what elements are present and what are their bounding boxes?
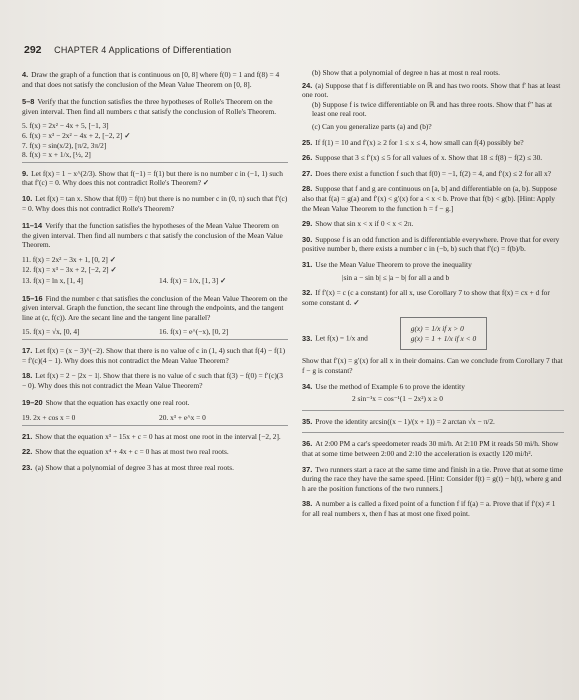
exercise-31-inequality: |sin a − sin b| ≤ |a − b| for all a and b bbox=[342, 272, 450, 282]
exercise-24c: (c) Can you generalize parts (a) and (b)? bbox=[312, 121, 432, 131]
exercise-18: 18. Let f(x) = 2 − |2x − 1|. Show that there is no value of c such that f(3) − f(0) = f′(c)(3 − 0). Why does this not contradict the Mean Value Theorem? bbox=[22, 371, 283, 390]
exercise-23a: 23. (a) Show that a polynomial of degree 3 has at most three real roots. bbox=[22, 462, 234, 472]
exercise-19: 19. 2x + cos x = 0 bbox=[22, 413, 76, 423]
exercise-15-16-row bbox=[22, 327, 288, 337]
exercise-26: 26. Suppose that 3 ≤ f′(x) ≤ 5 for all values of x. Show that 18 ≤ f(8) − f(2) ≤ 30. bbox=[302, 153, 543, 163]
exercise-34-identity: 2 sin⁻¹x = cos⁻¹(1 − 2x²) x ≥ 0 bbox=[352, 394, 443, 404]
exercise-16: 16. f(x) = e^(−x), [0, 2] bbox=[159, 327, 229, 337]
check-mark: ✓ bbox=[124, 130, 131, 140]
exercise-12: 12. f(x) = x³ − 3x + 2, [−2, 2] ✓ bbox=[22, 264, 117, 274]
exercise-38: 38. A number a is called a fixed point of a function f if f(a) = a. Prove that if f′(x) ≠ 1 for all real numbers x, then f has at most one fixed point. bbox=[302, 499, 556, 518]
exercise-21: 21. Show that the equation x³ − 15x + c = 0 has at most one root in the interval [−2, 2]. bbox=[22, 431, 281, 441]
exercise-29: 29. Show that sin x < x if 0 < x < 2π. bbox=[302, 219, 414, 229]
divider bbox=[22, 339, 288, 340]
exercise-4: 4. Draw the graph of a function that is continuous on [0, 8] where f(0) = 1 and f(8) = 4 and that does not satisfy the conclusion of the Mean Value Theorem on [0, 8]. bbox=[22, 70, 280, 89]
section-5-8-instructions: 5–8 Verify that the function satisfies the three hypotheses of Rolle's Theorem on the given interval. Then find all numbers c that satisfy the conclusion of Rolle's Theorem. bbox=[22, 97, 277, 116]
exercise-31: 31. Use the Mean Value Theorem to prove the inequality |sin a − sin b| ≤ |a − b| for all a and b bbox=[302, 260, 564, 282]
exercise-8: 8. f(x) = x + 1/x, [½, 2] bbox=[22, 150, 91, 160]
exercise-7: 7. f(x) = sin(x/2), [π/2, 3π/2] bbox=[22, 140, 107, 150]
exercise-13: 13. f(x) = ln x, [1, 4] bbox=[22, 276, 84, 286]
exercise-25: 25. If f(1) = 10 and f′(x) ≥ 2 for 1 ≤ x ≤ 4, how small can f(4) possibly be? bbox=[302, 137, 524, 147]
divider bbox=[302, 410, 564, 411]
divider bbox=[22, 162, 288, 163]
exercise-28: 28. Suppose that f and g are continuous on [a, b] and differentiable on (a, b). Suppose also that f(a) = g(a) and f′(x) < g′(x) for a < x < b. Prove that f(b) < g(b). [Hint: Apply the Mean Value Theorem to the function h = f − g.] bbox=[302, 184, 557, 213]
exercise-13-14-row bbox=[22, 276, 288, 286]
exercise-24: 24. (a) Suppose that f is differentiable on ℝ and has two roots. Show that f′ has at least one root. (b) Suppose f is twice differentiable on ℝ and has three roots. Show that f″ has at least one real root. (c) Can you generalize parts (a) and (b)? bbox=[302, 81, 564, 132]
exercise-11: 11. f(x) = 2x² − 3x + 1, [0, 2] ✓ bbox=[22, 254, 116, 264]
chapter-title: CHAPTER 4 Applications of Differentiation bbox=[54, 45, 232, 55]
left-column bbox=[22, 70, 288, 478]
exercise-19-20-row bbox=[22, 413, 288, 423]
page-header bbox=[24, 44, 231, 56]
page-number: 292 bbox=[24, 44, 42, 56]
exercise-33-question: Show that f′(x) = g′(x) for all x in their domains. Can we conclude from Corollary 7 that f − g is constant? bbox=[302, 356, 563, 376]
exercise-34: 34. Use the method of Example 6 to prove the identity 2 sin⁻¹x = cos⁻¹(1 − 2x²) x ≥ 0 bbox=[302, 382, 564, 404]
exercise-9: 9. Let f(x) = 1 − x^(2/3). Show that f(−1) = f(1) but there is no number c in (−1, 1) such that f′(c) = 0. Why does this not contradict Rolle's Theorem? ✓ bbox=[22, 168, 283, 188]
exercise-37: 37. Two runners start a race at the same time and finish in a tie. Prove that at some time during the race they have the same speed. [Hint: Consider f(t) = g(t) − h(t), where g and h are the position functions of the two runners.] bbox=[302, 464, 563, 493]
exercise-30: 30. Suppose f is an odd function and is differentiable everywhere. Prove that for every positive number b, there exists a number c in (−b, b) such that f′(c) = f(b)/b. bbox=[302, 234, 560, 254]
exercise-33-piecewise: g(x) = 1/x if x > 0 g(x) = 1 + 1/x if x < 0 bbox=[400, 317, 487, 350]
divider bbox=[302, 432, 564, 433]
exercise-33: 33. Let f(x) = 1/x and g(x) = 1/x if x > 0 g(x) = 1 + 1/x if x < 0 Show that f′(x) = g′(x) for all x in their domains. Can we conclude from Corollary 7 that f − g is constant? bbox=[302, 313, 564, 375]
exercise-24b: (b) Suppose f is twice differentiable on ℝ and has three roots. Show that f″ has at least one real root. bbox=[312, 99, 553, 119]
exercise-36: 36. At 2:00 PM a car's speedometer reads 30 mi/h. At 2:10 PM it reads 50 mi/h. Show that at some time between 2:00 and 2:10 the acceleration is exactly 120 mi/h². bbox=[302, 439, 559, 459]
exercise-35: 35. Prove the identity arcsin((x − 1)/(x + 1)) = 2 arctan √x − π/2. bbox=[302, 416, 495, 426]
section-19-20-instructions: 19–20 Show that the equation has exactly one real root. bbox=[22, 398, 190, 408]
exercise-6: 6. f(x) = x³ − 2x² − 4x + 2, [−2, 2] ✓ bbox=[22, 130, 131, 140]
exercise-20: 20. x³ + e^x = 0 bbox=[159, 413, 206, 423]
exercise-15: 15. f(x) = √x, [0, 4] bbox=[22, 327, 80, 337]
exercise-27: 27. Does there exist a function f such that f(0) = −1, f(2) = 4, and f′(x) ≤ 2 for all x? bbox=[302, 168, 551, 178]
right-column bbox=[302, 68, 564, 525]
exercise-17: 17. Let f(x) = (x − 3)^(−2). Show that there is no value of c in (1, 4) such that f(4) − f(1) = f′(c)(4 − 1). Why does this not contradict the Mean Value Theorem? bbox=[22, 346, 286, 365]
divider bbox=[22, 425, 288, 426]
exercise-5: 5. f(x) = 2x² − 4x + 5, [−1, 3] bbox=[22, 121, 109, 131]
exercise-10: 10. Let f(x) = tan x. Show that f(0) = f(π) but there is no number c in (0, π) such that f′(c) = 0. Why does this not contradict Rolle's Theorem? bbox=[22, 193, 288, 213]
section-15-16-instructions: 15–16 Find the number c that satisfies the conclusion of the Mean Value Theorem on the given interval. Graph the function, the secant line through the endpoints, and the tangent line at (c, f(c)). Are the secant line and the tangent line parallel? bbox=[22, 293, 288, 322]
exercise-22: 22. Show that the equation x⁴ + 4x + c = 0 has at most two real roots. bbox=[22, 447, 229, 457]
exercise-32: 32. If f′(x) = c (c a constant) for all x, use Corollary 7 to show that f(x) = cx + d for some constant d. ✓ bbox=[302, 288, 550, 307]
exercise-14: 14. f(x) = 1/x, [1, 3] ✓ bbox=[159, 276, 227, 286]
exercise-23b: (b) Show that a polynomial of degree n has at most n real roots. bbox=[312, 68, 501, 77]
section-11-14-instructions: 11–14 Verify that the function satisfies the hypotheses of the Mean Value Theorem on the given interval. Then find all numbers c that satisfy the conclusion of the Mean Value Theorem. bbox=[22, 221, 283, 250]
